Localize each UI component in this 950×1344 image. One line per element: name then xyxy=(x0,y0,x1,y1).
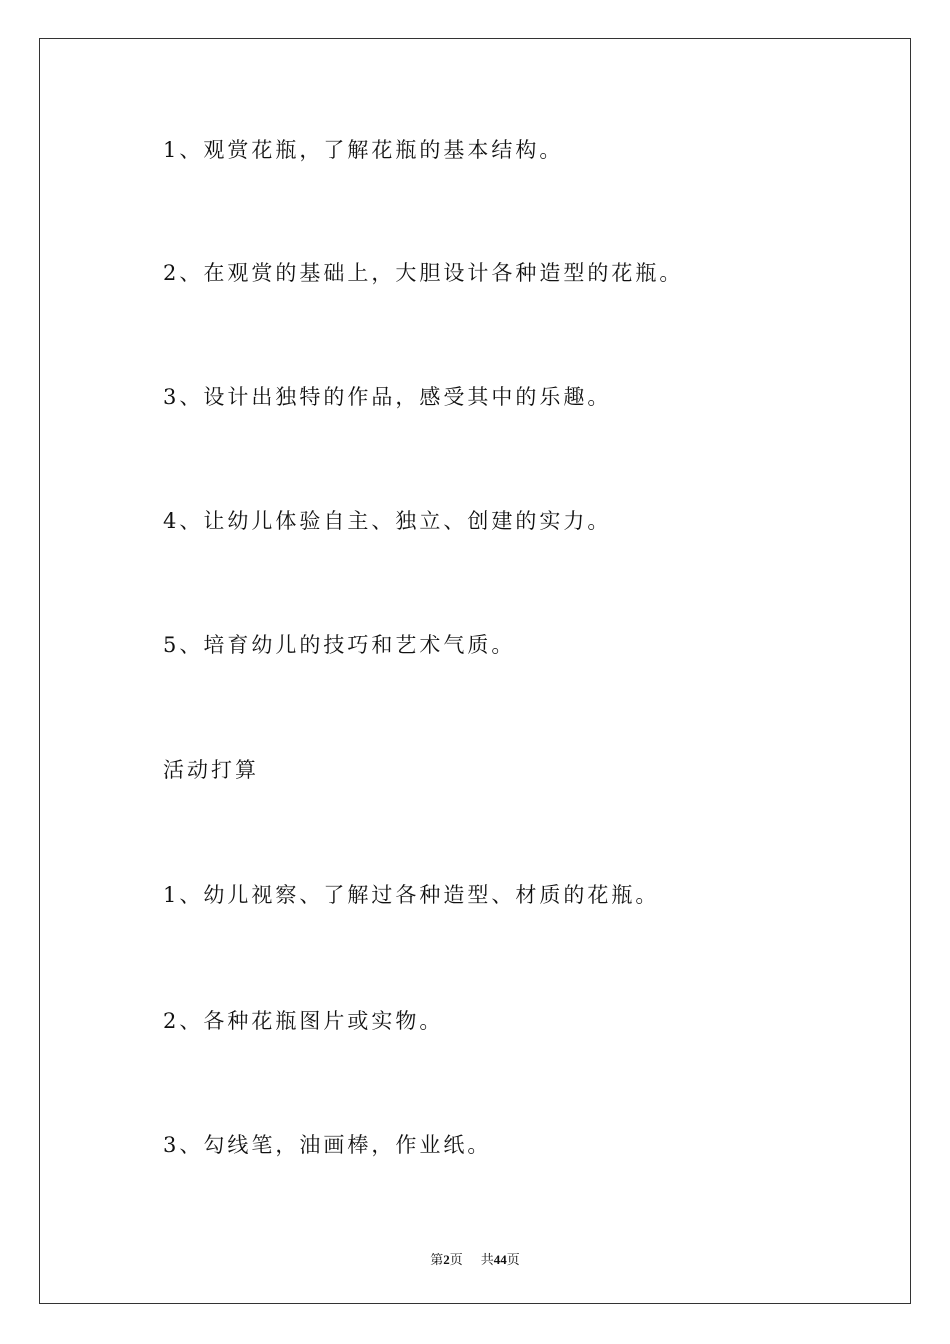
objective-line-3: 3、设计出独特的作品，感受其中的乐趣。 xyxy=(163,385,612,409)
objective-line-4: 4、让幼儿体验自主、独立、创建的实力。 xyxy=(163,509,612,533)
objective-line-5: 5、培育幼儿的技巧和艺术气质。 xyxy=(163,633,516,657)
objective-line-1: 1、观赏花瓶，了解花瓶的基本结构。 xyxy=(163,138,564,162)
total-prefix: 共 xyxy=(480,1252,494,1267)
preparation-line-3: 3、勾线笔，油画棒，作业纸。 xyxy=(163,1133,492,1157)
page-footer xyxy=(0,1249,950,1268)
total-suffix: 页 xyxy=(506,1252,520,1267)
preparation-line-2: 2、各种花瓶图片或实物。 xyxy=(163,1009,444,1033)
current-page-number: 2 xyxy=(443,1252,450,1267)
objective-line-2: 2、在观赏的基础上，大胆设计各种造型的花瓶。 xyxy=(163,261,684,285)
section-heading-preparation: 活动打算 xyxy=(163,758,259,782)
page-frame xyxy=(39,38,911,1304)
preparation-line-1: 1、幼儿视察、了解过各种造型、材质的花瓶。 xyxy=(163,883,660,907)
page-suffix: 页 xyxy=(449,1252,463,1267)
total-pages-number: 44 xyxy=(493,1252,507,1267)
page-prefix: 第 xyxy=(430,1252,444,1267)
